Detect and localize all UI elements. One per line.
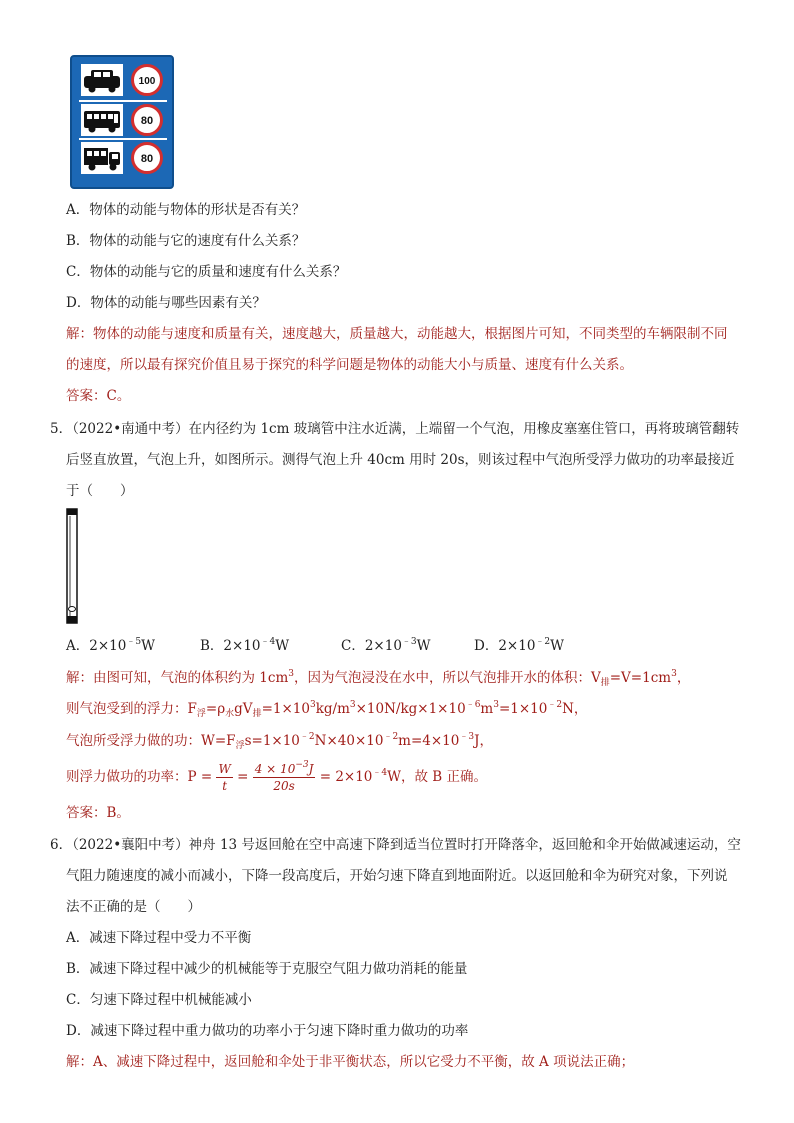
speed-limit-80-bus bbox=[131, 104, 163, 136]
q4-answer: 答案：C。 bbox=[66, 388, 131, 404]
q6-solution-line-1: 解：A、减速下降过程中，返回舱和伞处于非平衡状态，所以它受力不平衡，故 A 项说法正确； bbox=[66, 1054, 635, 1070]
q4-option-c: C．物体的动能与它的质量和速度有什么关系？ bbox=[66, 264, 347, 280]
glass-tube-figure bbox=[66, 508, 78, 624]
q5-option-a: A．$2\times 10^{﹣5}W$ bbox=[66, 637, 155, 654]
q5-answer: 答案：B。 bbox=[66, 805, 130, 821]
svg-text:80: 80 bbox=[140, 115, 154, 127]
q4-option-d: D．物体的动能与哪些因素有关？ bbox=[66, 295, 266, 311]
q4-option-a: A．物体的动能与物体的形状是否有关？ bbox=[66, 202, 306, 218]
q6-stem-line-2: 气阻力随速度的减小而减小，下降一段高度后，开始匀速下降直到地面附近。以返回舱和伞为研究对象，下列说 bbox=[66, 868, 728, 884]
q4-solution-line-2: 的速度，所以最有探究价值且易于探究的科学问题是物体的动能大小与质量、速度有什么关系。 bbox=[66, 357, 633, 373]
q5-solution-line-1: 解：由图可知，气泡的体积约为 $1cm^3$，因为气泡浸没在水中，所以气泡排开水的体积：$V_排=V=1cm^3$， bbox=[66, 669, 691, 688]
q6-option-b: B．减速下降过程中减少的机械能等于克服空气阻力做功消耗的能量 bbox=[66, 961, 468, 977]
q5-option-d: D．$2\times 10^{﹣2}W$ bbox=[474, 637, 565, 654]
q6-option-c: C．匀速下降过程中机械能减小 bbox=[66, 992, 252, 1008]
q5-option-c: C．$2\times 10^{﹣3}W$ bbox=[341, 637, 431, 654]
truck-icon bbox=[81, 142, 123, 174]
sign-row-car bbox=[79, 62, 167, 99]
sign-row-bus bbox=[79, 100, 167, 139]
speed-limit-100 bbox=[131, 64, 163, 96]
q4-option-b: B．物体的动能与它的速度有什么关系？ bbox=[66, 233, 306, 249]
bus-icon bbox=[81, 104, 123, 136]
car-icon bbox=[81, 64, 123, 96]
fraction-work-over-time: $\frac{4 \times 10^{-3}J}{20s}$ bbox=[254, 760, 314, 793]
sign-row-truck bbox=[79, 138, 167, 177]
fraction-w-over-t: $\frac{W}{t}$ bbox=[218, 762, 231, 793]
q4-solution-line-1: 解：物体的动能与速度和质量有关，速度越大，质量越大，动能越大，根据图片可知，不同类型的车辆限制不同 bbox=[66, 326, 728, 342]
q5-stem-line-2: 后竖直放置，气泡上升，如图所示。测得气泡上升 40cm 用时 20s，则该过程中气泡所受浮力做功的功率最接近 bbox=[66, 452, 735, 468]
q5-solution-line-2: 则气泡受到的浮力：$F_浮=\rho_水gV_排=1\times 10^3kg/m^3\times 10N/kg\times 1\times 10^{﹣6}m^3=1\times 10^{﹣2}N$， bbox=[66, 700, 588, 719]
q5-solution-line-3: 气泡所受浮力做的功：$W=F_浮s=1\times 10^{﹣2}N\times 40\times 10^{﹣2}m=4\times 10^{﹣3}J$， bbox=[66, 732, 494, 751]
q5-stem-line-1: 5．（2022•南通中考）在内径约为 1cm 玻璃管中注水近满，上端留一个气泡，用橡皮塞塞住管口，再将玻璃管翻转 bbox=[50, 421, 740, 437]
q6-option-a: A．减速下降过程中受力不平衡 bbox=[66, 930, 252, 946]
q6-stem-line-1: 6．（2022•襄阳中考）神舟 13 号返回舱在空中高速下降到适当位置时打开降落伞，返回舱和伞开始做减速运动，空 bbox=[50, 837, 741, 853]
q5-stem-line-3: 于（ ） bbox=[66, 483, 134, 499]
speed-limit-sign bbox=[70, 55, 174, 189]
q5-option-b: B．$2\times 10^{﹣4}W$ bbox=[200, 637, 290, 654]
speed-limit-80-truck bbox=[131, 142, 163, 174]
svg-text:80: 80 bbox=[140, 153, 154, 165]
q6-option-d: D．减速下降过程中重力做功的功率小于匀速下降时重力做功的功率 bbox=[66, 1023, 469, 1039]
svg-text:100: 100 bbox=[138, 76, 156, 87]
q6-stem-line-3: 法不正确的是（ ） bbox=[66, 899, 201, 915]
q5-solution-line-4: 则浮力做功的功率：P = $\frac{W}{t}$ = $\frac{4 \times 10^{-3}J}{20s}$ = $2\times 10^{﹣4}W$，故 B 正确。 bbox=[66, 760, 488, 793]
